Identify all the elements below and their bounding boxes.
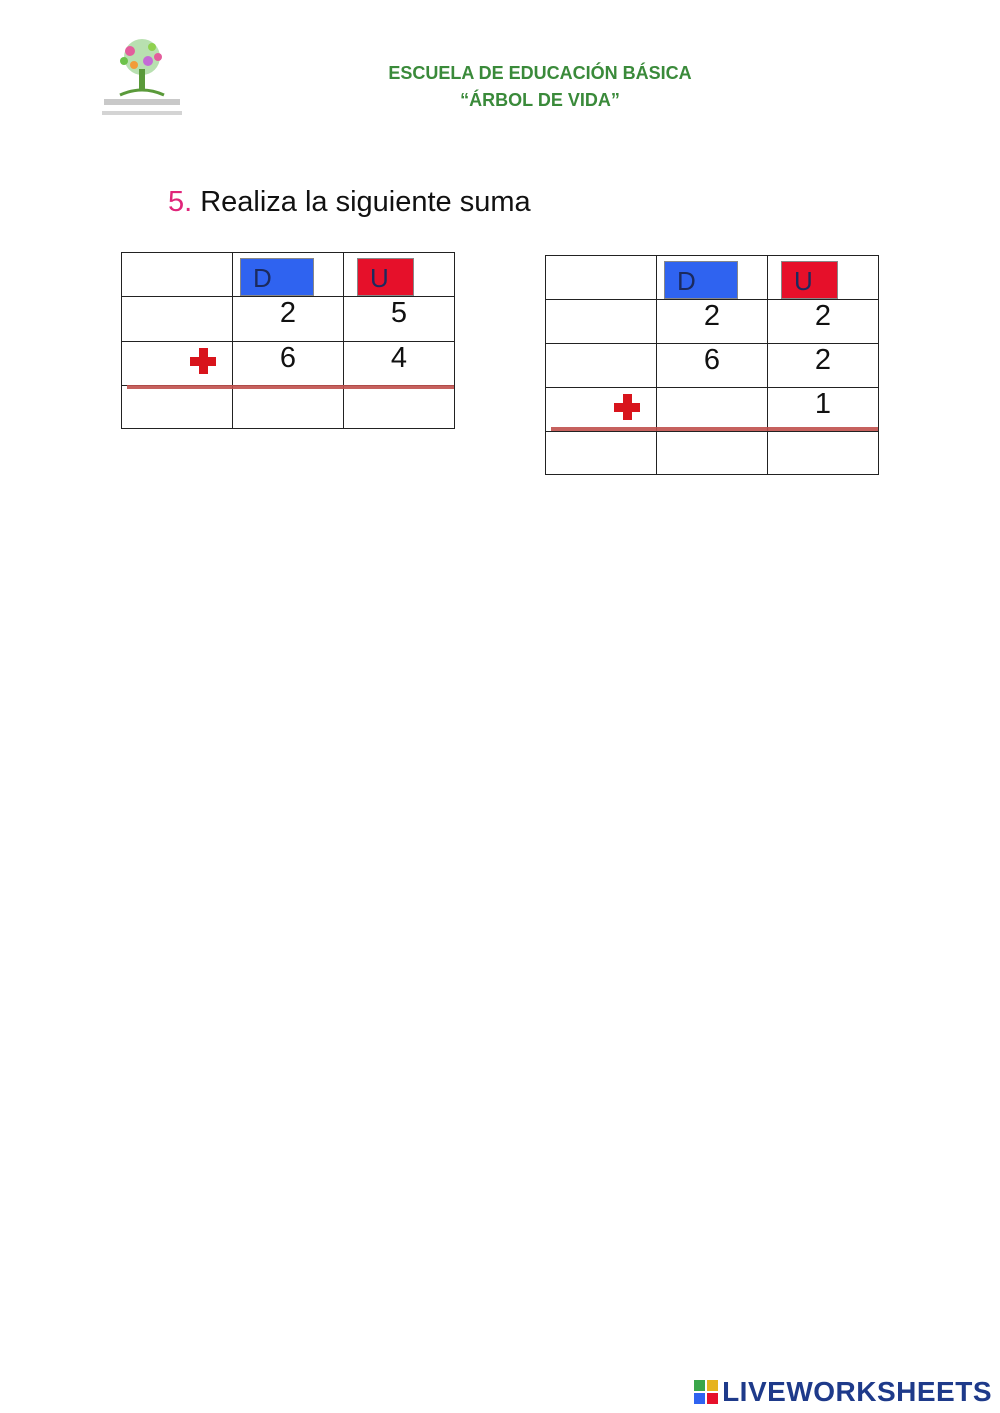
- tens-label-tag: D: [240, 258, 314, 296]
- question-text: Realiza la siguiente suma: [200, 186, 531, 218]
- question-number: 5.: [168, 186, 193, 218]
- table-row: [546, 388, 879, 432]
- units-label-tag: U: [781, 261, 838, 299]
- liveworksheets-logo-icon: [694, 1380, 718, 1404]
- blank-cell: [546, 256, 657, 300]
- units-digit: 1: [814, 388, 832, 420]
- blank-cell: [546, 300, 657, 344]
- table-row: [122, 342, 455, 386]
- blank-cell: [546, 344, 657, 388]
- answer-tens-cell[interactable]: [233, 386, 344, 429]
- tens-digit: 2: [703, 300, 721, 332]
- table-row: [546, 300, 879, 344]
- sum-line: [127, 385, 454, 389]
- tens-cell: [657, 344, 768, 388]
- school-logo: [100, 35, 184, 125]
- tens-cell: [657, 300, 768, 344]
- units-cell: [768, 388, 879, 432]
- blank-cell: [546, 432, 657, 475]
- blank-cell: [122, 297, 233, 342]
- units-digit: 4: [390, 342, 408, 374]
- tens-cell: [657, 388, 768, 432]
- school-name-line2: “ÁRBOL DE VIDA”: [460, 90, 620, 110]
- units-label-tag: U: [357, 258, 414, 296]
- tens-digit: 2: [279, 297, 297, 329]
- units-digit: 2: [814, 344, 832, 376]
- school-name-line1: ESCUELA DE EDUCACIÓN BÁSICA: [388, 63, 692, 83]
- answer-row: [546, 432, 879, 475]
- table-row: [122, 297, 455, 342]
- answer-units-cell[interactable]: [344, 386, 455, 429]
- tens-cell: [233, 297, 344, 342]
- units-cell: [768, 344, 879, 388]
- answer-row: [122, 386, 455, 429]
- answer-units-cell[interactable]: [768, 432, 879, 475]
- table-row: [546, 344, 879, 388]
- units-cell: [344, 297, 455, 342]
- units-digit: 2: [814, 300, 832, 332]
- plus-icon: [612, 392, 642, 422]
- tens-digit: 6: [279, 342, 297, 374]
- brand-text: LIVEWORKSHEETS: [722, 1376, 992, 1407]
- liveworksheets-brand: [694, 1376, 992, 1408]
- tens-cell: [233, 342, 344, 386]
- answer-tens-cell[interactable]: [657, 432, 768, 475]
- sum-line: [551, 427, 878, 431]
- units-cell: [344, 342, 455, 386]
- question-prompt: [168, 186, 531, 219]
- units-cell: [768, 300, 879, 344]
- plus-icon: [188, 346, 218, 376]
- blank-cell: [122, 386, 233, 429]
- units-digit: 5: [390, 297, 408, 329]
- tree-icon: [120, 39, 164, 95]
- school-header: [340, 60, 740, 114]
- tens-label-tag: D: [664, 261, 738, 299]
- blank-cell: [122, 253, 233, 297]
- tens-digit: 6: [703, 344, 721, 376]
